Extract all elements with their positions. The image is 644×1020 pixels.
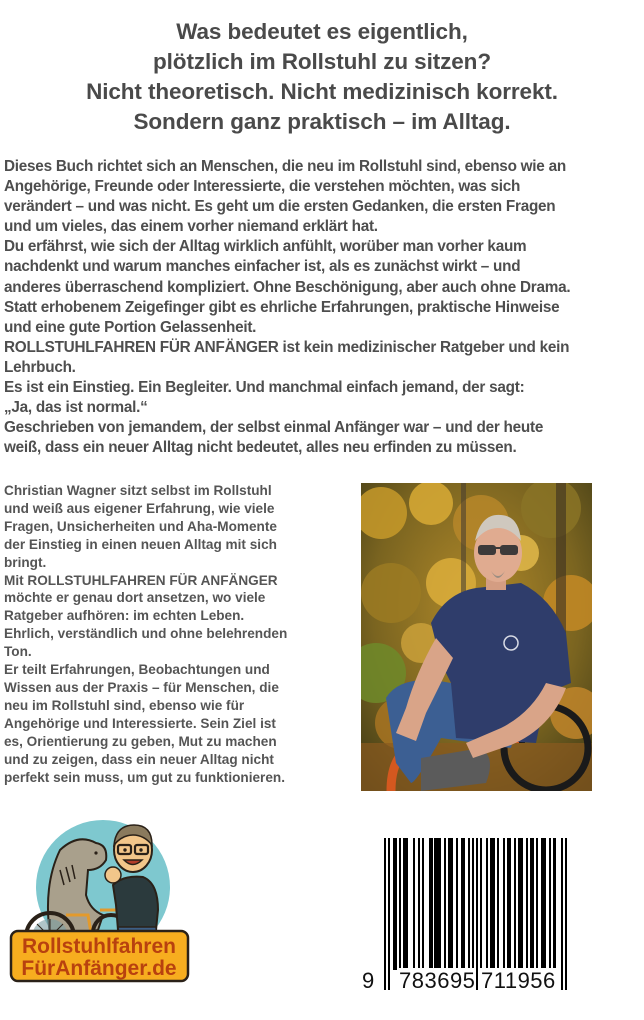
intro-line: Dieses Buch richtet sich an Menschen, die neu im Rollstuhl sind, ebenso wie an [4,158,566,175]
intro-text [4,157,640,458]
isbn-group-left: 783695 [399,968,476,993]
logo-line1: Rollstuhlfahren [21,935,177,958]
isbn-first-digit: 9 [362,968,375,993]
headline [0,17,644,137]
logo-line2: FürAnfänger.de [21,957,177,980]
intro-line: Statt erhobenem Zeigefinger gibt es ehrliche Erfahrungen, praktische Hinweise [4,298,560,316]
bio-line: bringt. [4,554,47,570]
intro-line: weiß, dass ein neuer Alltag nicht bedeutet, alles neu erfinden zu müssen. [4,439,517,457]
bio-line: es, Orientierung zu geben, Mut zu machen [4,733,277,749]
intro-line: und um vieles, das einem vorher niemand erklärt hat. [4,218,378,236]
bio-line: Angehörige und Interessierte. Sein Ziel ist [4,715,276,731]
bio-line: neu im Rollstuhl sind, ebenso wie für [4,697,245,713]
intro-line: verändert – und was nicht. Es geht um die ersten Gedanken, die ersten Fragen [4,198,556,216]
intro-line: Du erfährst, wie sich der Alltag wirklich anfühlt, worüber man vorher kaum [4,238,527,256]
bio-line: der Einstieg in einen neuen Alltag mit sich [4,536,277,552]
intro-line: Lehrbuch. [4,358,76,376]
isbn-number [362,968,582,996]
bio-line: Ton. [4,644,32,660]
intro-line: anderes überraschend kompliziert. Ohne Beschönigung, aber auch ohne Drama. [4,278,571,296]
bio-line: Wissen aus der Praxis – für Menschen, die [4,679,279,695]
bio-line: Mit ROLLSTUHLFAHREN FÜR ANFÄNGER [4,572,278,588]
intro-line: nachdenkt und warum manches einfacher ist, als es zunächst wirkt – und [4,258,521,276]
bio-line: und weiß aus eigener Erfahrung, wie viele [4,500,275,516]
author-photo [361,483,592,791]
headline-line: Was bedeutet es eigentlich, [176,19,468,44]
headline-line: Nicht theoretisch. Nicht medizinisch korrekt. [86,79,558,104]
intro-line: Angehörige, Freunde oder Interessierte, die verstehen möchten, was sich [4,178,521,196]
logo [8,815,193,985]
intro-line: Geschrieben von jemandem, der selbst einmal Anfänger war – und der heute [4,419,544,437]
author-bio [4,482,339,786]
intro-line: und eine gute Portion Gelassenheit. [4,318,257,336]
bio-line: Ratgeber aufhören: im echten Leben. [4,608,245,624]
isbn-group-right: 711956 [481,968,556,993]
bio-line: perfekt sein muss, um gut zu funktionieren. [4,769,285,785]
bio-line: Ehrlich, verständlich und ohne belehrenden [4,626,288,642]
bio-line: Fragen, Unsicherheiten und Aha-Momente [4,518,277,534]
headline-line: Sondern ganz praktisch – im Alltag. [133,109,511,134]
bio-line: Er teilt Erfahrungen, Beobachtungen und [4,662,270,678]
bio-line: möchte er genau dort ansetzen, wo viele [4,590,266,606]
intro-line: ROLLSTUHLFAHREN FÜR ANFÄNGER ist kein medizinischer Ratgeber und kein [4,338,570,356]
bio-line: Christian Wagner sitzt selbst im Rollstuhl [4,483,272,498]
bio-line: und zu zeigen, dass ein neuer Alltag nicht [4,751,274,767]
headline-line: plötzlich im Rollstuhl zu sitzen? [153,49,491,74]
intro-line: „Ja, das ist normal.“ [4,399,148,417]
intro-line: Es ist ein Einstieg. Ein Begleiter. Und manchmal einfach jemand, der sagt: [4,379,525,397]
